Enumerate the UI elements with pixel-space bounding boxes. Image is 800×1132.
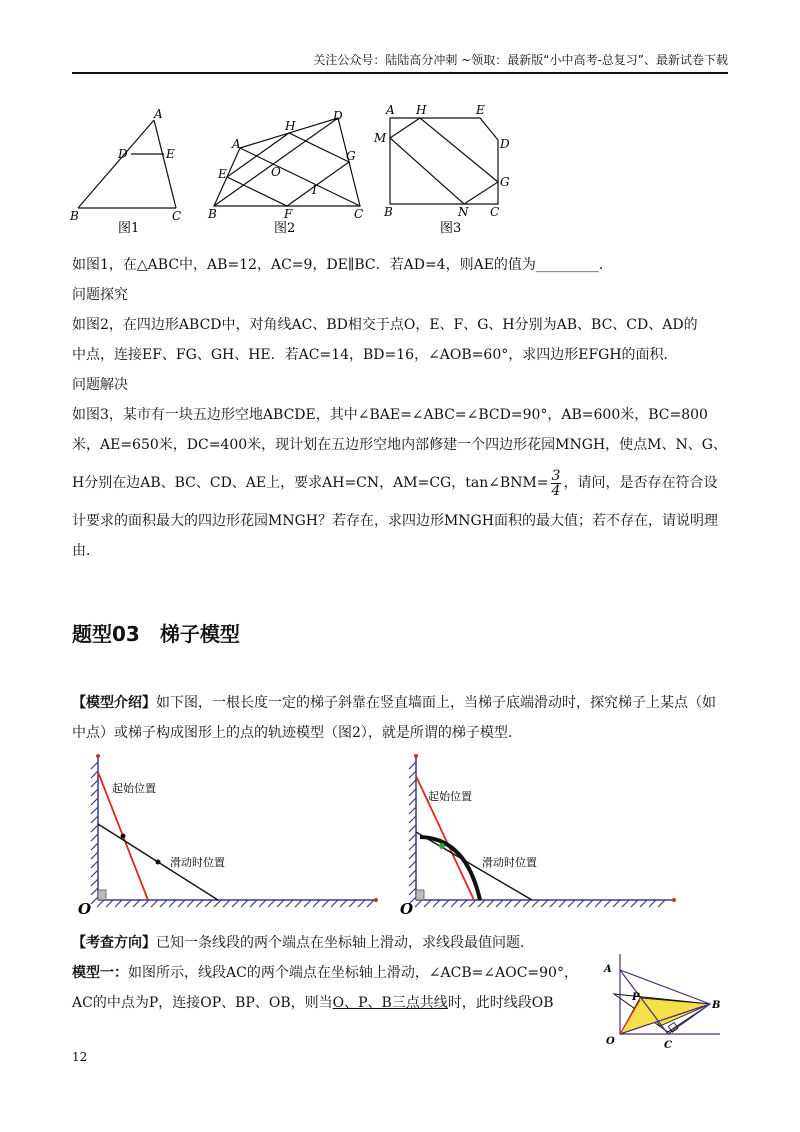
fig2-point-H: H	[285, 119, 296, 133]
exam-direction	[72, 928, 592, 958]
model-one-text-2b: 时，此时线段OB	[447, 995, 554, 1011]
wall-hatch	[409, 798, 416, 805]
wall-hatch	[409, 771, 416, 778]
ground-hatch	[622, 900, 629, 907]
header-text: 关注公众号：陆陆高分冲刺 ~领取：最新版“小中高考-总复习”、最新试卷下载	[313, 53, 728, 67]
ground-hatch	[142, 900, 149, 907]
ground-hatch	[559, 900, 566, 907]
ground-hatch	[205, 900, 212, 907]
wall-hatch	[91, 762, 98, 769]
fig1-point-D: D	[118, 147, 128, 161]
ground-hatch	[586, 900, 593, 907]
wall-hatch	[91, 780, 98, 787]
ground-hatch	[523, 900, 530, 907]
question-3-line-3	[72, 460, 728, 506]
ground-hatch	[451, 900, 458, 907]
wall-hatch	[409, 870, 416, 877]
wall-hatch	[91, 807, 98, 814]
question-3-line-3b: ，请问，是否存在符合设	[563, 475, 718, 491]
ground-hatch	[268, 900, 275, 907]
fraction-three-quarters	[551, 469, 562, 498]
ground-hatch	[478, 900, 485, 907]
ground-hatch	[250, 900, 257, 907]
ground-hatch	[340, 900, 347, 907]
fraction-denominator: 4	[551, 482, 561, 499]
ground-hatch	[97, 900, 104, 907]
wall-hatch	[409, 807, 416, 814]
ladder1-slide-label: 滑动时位置	[170, 856, 225, 869]
ground-hatch	[223, 900, 230, 907]
fig2-point-F: F	[284, 207, 293, 221]
fraction-numerator: 3	[551, 467, 561, 484]
model-one	[72, 958, 592, 1018]
wall-hatch	[91, 897, 98, 904]
ground-hatch	[469, 900, 476, 907]
ground-hatch	[541, 900, 548, 907]
ground-hatch	[322, 900, 329, 907]
explore-heading: 问题探究	[72, 287, 128, 303]
wall-hatch	[409, 789, 416, 796]
fig3-point-N: N	[458, 205, 469, 219]
ground-hatch	[160, 900, 167, 907]
fig2-point-B: B	[208, 207, 217, 221]
question-3-line-5: 由．	[72, 543, 100, 559]
ground-hatch	[232, 900, 239, 907]
ground-hatch	[649, 900, 656, 907]
wall-hatch	[91, 798, 98, 805]
wall-hatch	[91, 852, 98, 859]
ladder1-start-label: 起始位置	[112, 782, 156, 795]
model-point-C: C	[664, 1040, 672, 1051]
fig1-point-A: A	[154, 108, 163, 121]
wall-hatch	[409, 888, 416, 895]
question-3-line-4: 计要求的面积最大的四边形花园MNGH？若存在，求四边形MNGH面积的最大值；若不存在，请说明理	[72, 513, 718, 529]
section-title: 题型03 梯子模型	[72, 622, 240, 646]
ground-hatch	[151, 900, 158, 907]
wall-hatch	[91, 861, 98, 868]
wall-hatch	[91, 825, 98, 832]
page-header	[72, 50, 728, 74]
ground-hatch	[415, 900, 422, 907]
page-number: 12	[72, 1050, 88, 1064]
fig2-point-A: A	[232, 137, 241, 151]
ground-hatch	[313, 900, 320, 907]
ground-hatch	[295, 900, 302, 907]
model-one-figure	[598, 950, 728, 1055]
ladder1-origin: O	[78, 900, 92, 918]
ground-hatch	[568, 900, 575, 907]
exam-direction-text: 已知一条线段的两个端点在坐标轴上滑动，求线段最值问题．	[156, 935, 534, 951]
ladder2-slide-label: 滑动时位置	[482, 856, 537, 869]
model-one-text-2a: AC的中点为P，连接OP、BP、OB，则当	[72, 995, 333, 1011]
wall-hatch	[409, 825, 416, 832]
ground-hatch	[304, 900, 311, 907]
fig3-point-G: G	[500, 175, 510, 189]
fig2-point-I: I	[312, 183, 317, 197]
model-intro-label: 【模型介绍】	[72, 695, 156, 711]
figure-1	[66, 108, 196, 238]
question-2-line-1: 如图2，在四边形ABCD中，对角线AC、BD相交于点O，E、F、G、H分别为AB、BC、CD、AD的	[72, 317, 698, 333]
fig3-point-A: A	[386, 103, 395, 117]
wall-hatch	[91, 888, 98, 895]
ground-hatch	[505, 900, 512, 907]
ladder2-origin: O	[400, 900, 414, 918]
ground-hatch	[640, 900, 647, 907]
ground-hatch	[286, 900, 293, 907]
ground-hatch	[331, 900, 338, 907]
ladder-figure-1	[74, 754, 384, 919]
ground-hatch	[115, 900, 122, 907]
wall-hatch	[409, 861, 416, 868]
ground-hatch	[595, 900, 602, 907]
wall-hatch	[91, 789, 98, 796]
model-point-B: B	[712, 1000, 721, 1011]
ground-hatch	[658, 900, 665, 907]
fig3-point-C: C	[490, 205, 500, 219]
ground-hatch	[604, 900, 611, 907]
ground-hatch	[241, 900, 248, 907]
problems-block	[72, 250, 728, 566]
model-intro	[72, 688, 728, 748]
wall-hatch	[409, 780, 416, 787]
fig1-point-E: E	[166, 147, 175, 161]
wall-hatch	[91, 771, 98, 778]
fig3-caption: 图3	[440, 221, 462, 236]
solve-heading: 问题解决	[72, 377, 128, 393]
ground-hatch	[460, 900, 467, 907]
fig2-point-E: E	[218, 167, 227, 181]
wall-hatch	[409, 762, 416, 769]
fig2-point-G: G	[346, 149, 356, 163]
fig3-point-D: D	[500, 137, 510, 151]
fig3-point-M: M	[374, 131, 387, 145]
fig2-point-C: C	[354, 207, 364, 221]
ground-hatch	[196, 900, 203, 907]
wall-hatch	[409, 834, 416, 841]
ground-hatch	[178, 900, 185, 907]
model-point-A: A	[604, 964, 612, 975]
wall-hatch	[409, 816, 416, 823]
fig1-point-B: B	[70, 209, 79, 223]
fig3-point-E: E	[476, 103, 485, 117]
fig3-point-H: H	[416, 103, 427, 117]
fig1-caption: 图1	[118, 221, 140, 236]
figure-3	[372, 102, 522, 238]
fig2-caption: 图2	[274, 221, 296, 236]
ground-hatch	[577, 900, 584, 907]
model-intro-text: 如下图，一根长度一定的梯子斜靠在竖直墙面上，当梯子底端滑动时，探究梯子上某点（如中点）或梯子构成图形上的点的轨迹模型（图2），就是所谓的梯子模型．	[72, 695, 716, 741]
fig2-point-O: O	[271, 165, 281, 179]
question-2-line-2: 中点，连接EF、FG、GH、HE．若AC=14，BD=16，∠AOB=60°，求四边形EFGH的面积．	[72, 347, 678, 363]
ground-hatch	[550, 900, 557, 907]
question-3-line-2: 米，AE=650米，DC=400米，现计划在五边形空地内部修建一个四边形花园MNGH，使点M、N、G、	[72, 437, 727, 453]
ground-hatch	[358, 900, 365, 907]
exam-direction-label: 【考查方向】	[72, 935, 156, 951]
figure-2	[200, 106, 375, 238]
fig1-point-C: C	[172, 209, 182, 223]
wall-hatch	[409, 879, 416, 886]
wall-hatch	[91, 879, 98, 886]
fig2-point-D: D	[333, 109, 343, 123]
wall-hatch	[91, 816, 98, 823]
model-one-text-1: 如图所示，线段AC的两个端点在坐标轴上滑动，∠ACB=∠AOC=90°，	[128, 965, 578, 981]
wall-hatch	[409, 852, 416, 859]
ground-hatch	[349, 900, 356, 907]
ground-hatch	[442, 900, 449, 907]
ladder2-start-label: 起始位置	[428, 790, 472, 803]
model-one-underlined: O、P、B三点共线	[332, 995, 448, 1011]
question-3-line-3a: H分别在边AB、BC、CD、AE上，要求AH=CN，AM=CG，tan∠BNM=	[72, 475, 549, 491]
ground-hatch	[487, 900, 494, 907]
wall-hatch	[91, 834, 98, 841]
ground-hatch	[532, 900, 539, 907]
ground-hatch	[259, 900, 266, 907]
ground-hatch	[169, 900, 176, 907]
model-point-O: O	[606, 1036, 615, 1047]
ground-hatch	[187, 900, 194, 907]
wall-hatch	[91, 843, 98, 850]
ground-hatch	[613, 900, 620, 907]
question-1: 如图1，在△ABC中，AB=12，AC=9，DE∥BC．若AD=4，则AE的值为_________．	[72, 257, 613, 273]
ground-hatch	[106, 900, 113, 907]
ground-hatch	[124, 900, 131, 907]
ground-hatch	[514, 900, 521, 907]
question-3-line-1: 如图3，某市有一块五边形空地ABCDE，其中∠BAE=∠ABC=∠BCD=90°，AB=600米，BC=800	[72, 407, 708, 423]
ground-hatch	[496, 900, 503, 907]
ground-hatch	[433, 900, 440, 907]
wall-hatch	[91, 870, 98, 877]
fig3-point-B: B	[384, 205, 393, 219]
ground-hatch	[367, 900, 374, 907]
ground-hatch	[277, 900, 284, 907]
ladder-figure-2	[398, 754, 688, 919]
ground-hatch	[631, 900, 638, 907]
wall-hatch	[409, 843, 416, 850]
ground-hatch	[133, 900, 140, 907]
ground-hatch	[214, 900, 221, 907]
model-point-P: P	[632, 992, 640, 1003]
ground-hatch	[424, 900, 431, 907]
model-one-label: 模型一：	[72, 965, 128, 981]
